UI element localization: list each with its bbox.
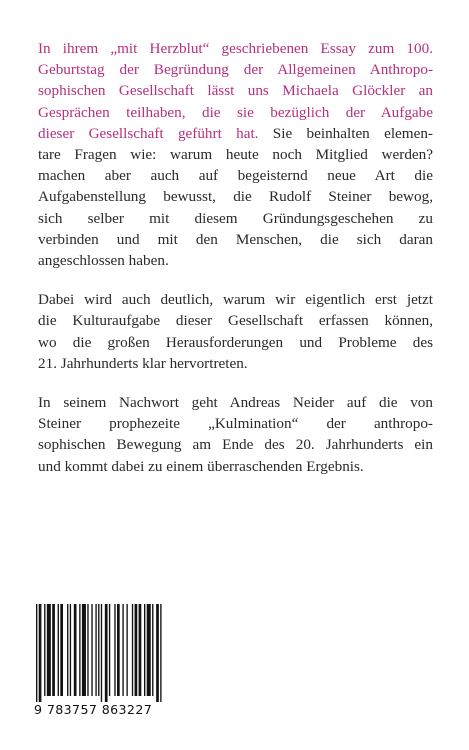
blurb-paragraph-3: [38, 392, 433, 477]
barcode-bar: [52, 604, 55, 696]
blurb-line: 21. Jahrhunderts klar hervortreten.: [38, 354, 248, 372]
barcode-bar: [36, 604, 37, 702]
blurb-line: Aufgabenstellung bewusst, die Rudolf Steiner bewog,: [38, 188, 433, 206]
barcode-bar: [40, 604, 41, 702]
blurb-line: dieser Gesellschaft geführt hat. Sie beinhalten elemen-: [38, 124, 433, 142]
blurb-line: und kommt dabei zu einem überraschenden Ergebnis.: [38, 457, 364, 475]
blurb-line: Geburtstag der Begründung der Allgemeinen Anthropo-: [38, 61, 433, 79]
barcode-bar: [135, 604, 138, 696]
barcode-bar: [160, 604, 161, 702]
blurb-line: die Kulturaufgabe dieser Gesellschaft erfassen können,: [38, 312, 433, 330]
barcode-bar: [139, 604, 142, 696]
barcode-bar: [132, 604, 133, 696]
barcode-bar: [144, 604, 145, 696]
barcode-bar: [101, 604, 102, 702]
blurb-line: In seinem Nachwort geht Andreas Neider auf die von: [38, 394, 433, 412]
barcode-bar: [122, 604, 123, 696]
barcode-bar: [39, 604, 40, 702]
blurb-line: sophischen Bewegung am Ende des 20. Jahrhunderts ein: [38, 436, 433, 454]
blurb-line: verbinden und mit den Menschen, die sich daran: [38, 230, 433, 248]
barcode-bar: [70, 604, 71, 696]
barcode-bar: [87, 604, 88, 696]
isbn-number: 9 783757 863227: [34, 702, 153, 717]
blurb-line: In ihrem „mit Herzblut“ geschriebenen Essay zum 100.: [38, 40, 433, 57]
barcode-bar: [47, 604, 51, 696]
barcode-bar: [117, 604, 120, 696]
blurb-line: angeschlossen haben.: [38, 252, 169, 270]
blurb-line: machen aber auch auf begeisternd neue Art die: [38, 167, 433, 185]
blurb-text: [38, 38, 433, 495]
blurb-line: Gesprächen teilhaben, die sie bezüglich der Aufgabe: [38, 103, 433, 121]
blurb-line: Dabei wird auch deutlich, warum wir eigentlich erst jetzt: [38, 291, 433, 309]
barcode-bar: [91, 604, 92, 696]
barcode-bar: [152, 604, 153, 696]
barcode-bar: [156, 604, 157, 702]
barcode-bar: [74, 604, 77, 696]
blurb-line: sich selber mit diesem Gründungsgeschehen zu: [38, 209, 433, 227]
barcode-bar: [109, 604, 110, 696]
barcode-bar: [67, 604, 68, 696]
barcode-bar: [158, 604, 159, 702]
barcode-bar: [105, 604, 108, 702]
blurb-line: tare Fragen wie: warum heute noch Mitglied werden?: [38, 146, 433, 164]
barcode-bar: [82, 604, 86, 696]
blurb-line: Steiner prophezeite „Kulmination“ der anthropo-: [38, 415, 433, 433]
barcode-bar: [44, 604, 45, 696]
blurb-line: sophischen Gesellschaft lässt uns Michaela Glöckler an: [38, 82, 433, 100]
blurb-paragraph-2: [38, 289, 433, 374]
barcode-bars: [34, 604, 164, 702]
barcode-bar: [95, 604, 96, 696]
blurb-line: wo die großen Herausforderungen und Probleme des: [38, 333, 433, 351]
barcode-bar: [126, 604, 127, 696]
barcode-bar: [98, 604, 99, 696]
barcode-bar: [60, 604, 63, 696]
blurb-paragraph-1: [38, 38, 433, 271]
barcode-bar: [147, 604, 151, 696]
barcode-bar: [79, 604, 80, 696]
barcode-bar: [114, 604, 115, 696]
barcode-bar: [58, 604, 59, 696]
